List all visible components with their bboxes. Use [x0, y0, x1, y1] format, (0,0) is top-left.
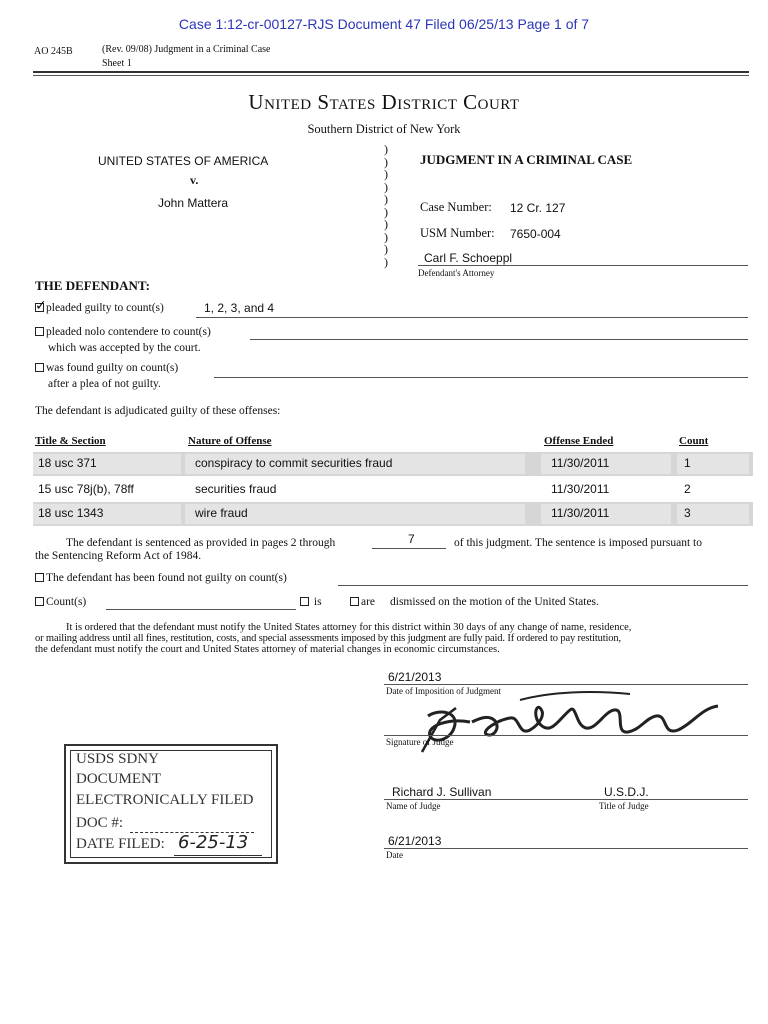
nolo-sub: which was accepted by the court.: [48, 342, 201, 354]
stamp-line5: DATE FILED:: [76, 836, 165, 852]
is-row: [300, 596, 322, 608]
counts-label: Count(s): [46, 596, 87, 608]
table-row: [33, 452, 753, 476]
found-guilty-rule: [214, 377, 748, 378]
order-line-1: It is ordered that the defendant must notify the United States attorney for this district within 30 days of any change of name, residence,: [66, 622, 632, 633]
pleaded-guilty-rule: [196, 317, 748, 318]
header-rule: [33, 71, 749, 73]
col-title-section: Title & Section: [35, 435, 106, 447]
row3-ended: 11/30/2011: [551, 506, 610, 520]
signed-date-rule: [384, 848, 748, 849]
stamp-line4: DOC #:: [76, 815, 124, 831]
imposition-date: 6/21/2013: [388, 670, 442, 684]
found-guilty-label: was found guilty on count(s): [46, 362, 179, 374]
row3-title: 18 usc 1343: [38, 506, 104, 520]
stamp-line3: ELECTRONICALLY FILED: [76, 792, 254, 808]
plaintiff: UNITED STATES OF AMERICA: [98, 154, 269, 168]
row1-title: 18 usc 371: [38, 456, 97, 470]
stamp-line1: USDS SDNY: [76, 751, 159, 767]
found-guilty-checkbox[interactable]: [35, 363, 44, 372]
row1-ended: 11/30/2011: [551, 456, 610, 470]
sentence-pages: 7: [408, 532, 415, 546]
nolo-checkbox[interactable]: [35, 327, 44, 336]
imposition-label: Date of Imposition of Judgment: [386, 686, 501, 696]
sentence-part3: the Sentencing Reform Act of 1984.: [35, 550, 202, 562]
date-label: Date: [386, 850, 403, 860]
judge-title: U.S.D.J.: [604, 785, 649, 799]
court-title: United States District Court: [248, 90, 520, 114]
signature-label: Signature of Judge: [386, 737, 454, 747]
signature-rule: [384, 735, 748, 736]
form-sheet: Sheet 1: [102, 58, 132, 69]
stamp-handwritten-date: 6-25-13: [178, 832, 249, 853]
form-revision: (Rev. 09/08) Judgment in a Criminal Case: [102, 44, 271, 55]
found-guilty-sub: after a plea of not guilty.: [48, 378, 161, 390]
is-label: is: [313, 596, 322, 608]
row1-count: 1: [684, 456, 691, 470]
row3-count: 3: [684, 506, 691, 520]
row2-ended: 11/30/2011: [551, 482, 610, 496]
judge-name-rule: [384, 799, 748, 800]
pleaded-guilty-value: 1, 2, 3, and 4: [204, 301, 275, 315]
stamp-line2: DOCUMENT: [76, 771, 161, 787]
signed-date: 6/21/2013: [388, 834, 442, 848]
nolo-rule: [250, 339, 748, 340]
col-offense-ended: Offense Ended: [544, 435, 614, 447]
sentence-pages-rule: [372, 548, 446, 549]
title-of-judge-label: Title of Judge: [599, 801, 649, 811]
col-nature-offense: Nature of Offense: [188, 435, 272, 447]
order-line-2: or mailing address until all fines, restitution, costs, and special assessments imposed by this judgment are fully paid. If ordered to pay restitution,: [35, 633, 621, 644]
not-guilty-rule: [338, 585, 748, 586]
nolo-label: pleaded nolo contendere to count(s): [46, 326, 211, 338]
versus: v.: [190, 173, 199, 187]
table-row: [33, 502, 753, 526]
not-guilty-label: The defendant has been found not guilty on count(s): [46, 572, 287, 584]
sentence-part1: The defendant is sentenced as provided in pages 2 through: [66, 537, 336, 549]
caption-parens: ) ) ) ) ) ) ) ) ) ): [384, 142, 388, 269]
defendant-heading: THE DEFENDANT:: [35, 278, 150, 293]
defendant-name: John Mattera: [158, 196, 229, 210]
pleaded-guilty-row: [35, 298, 164, 314]
row3-nature: wire fraud: [195, 506, 248, 520]
are-label: are: [361, 596, 376, 608]
name-of-judge-label: Name of Judge: [386, 801, 441, 811]
pleaded-guilty-label: pleaded guilty to count(s): [46, 302, 164, 314]
not-guilty-checkbox[interactable]: [35, 573, 44, 582]
case-number-label: Case Number:: [420, 200, 492, 214]
nolo-row: [35, 326, 211, 338]
header-rule-thin: [33, 75, 749, 76]
row2-count: 2: [684, 482, 691, 496]
checkmark-icon: ✓: [35, 298, 47, 314]
document-title: JUDGMENT IN A CRIMINAL CASE: [420, 152, 633, 167]
counts-rule: [106, 609, 296, 610]
are-checkbox[interactable]: [350, 597, 359, 606]
table-row: [33, 478, 753, 502]
not-guilty-row: [35, 572, 287, 584]
row1-nature: conspiracy to commit securities fraud: [195, 456, 393, 470]
filed-stamp: [64, 744, 278, 864]
usm-number: 7650-004: [510, 227, 561, 241]
is-checkbox[interactable]: [300, 597, 309, 606]
form-code: AO 245B: [34, 46, 73, 57]
are-row: [350, 596, 375, 608]
attorney-name: Carl F. Schoeppl: [424, 251, 513, 265]
usm-number-label: USM Number:: [420, 226, 495, 240]
counts-row: [35, 596, 86, 608]
adjudicated-text: The defendant is adjudicated guilty of these offenses:: [35, 405, 281, 417]
pleaded-guilty-checkbox[interactable]: [35, 298, 47, 314]
attorney-rule: [418, 265, 748, 266]
judge-name: Richard J. Sullivan: [392, 785, 492, 799]
sentence-part2: of this judgment. The sentence is imposed pursuant to: [454, 537, 702, 549]
order-line-3: the defendant must notify the court and United States attorney of material changes in economic circumstances.: [35, 644, 500, 655]
col-count: Count: [679, 435, 709, 447]
row2-title: 15 usc 78j(b), 78ff: [38, 482, 134, 496]
ecf-case-header: Case 1:12-cr-00127-RJS Document 47 Filed 06/25/13 Page 1 of 7: [178, 16, 590, 32]
dismissed-text: dismissed on the motion of the United States.: [390, 596, 599, 608]
attorney-label: Defendant's Attorney: [418, 268, 495, 278]
found-guilty-row: [35, 362, 178, 374]
court-district: Southern District of New York: [307, 122, 461, 136]
counts-checkbox[interactable]: [35, 597, 44, 606]
case-number: 12 Cr. 127: [510, 201, 566, 215]
row2-nature: securities fraud: [195, 482, 277, 496]
